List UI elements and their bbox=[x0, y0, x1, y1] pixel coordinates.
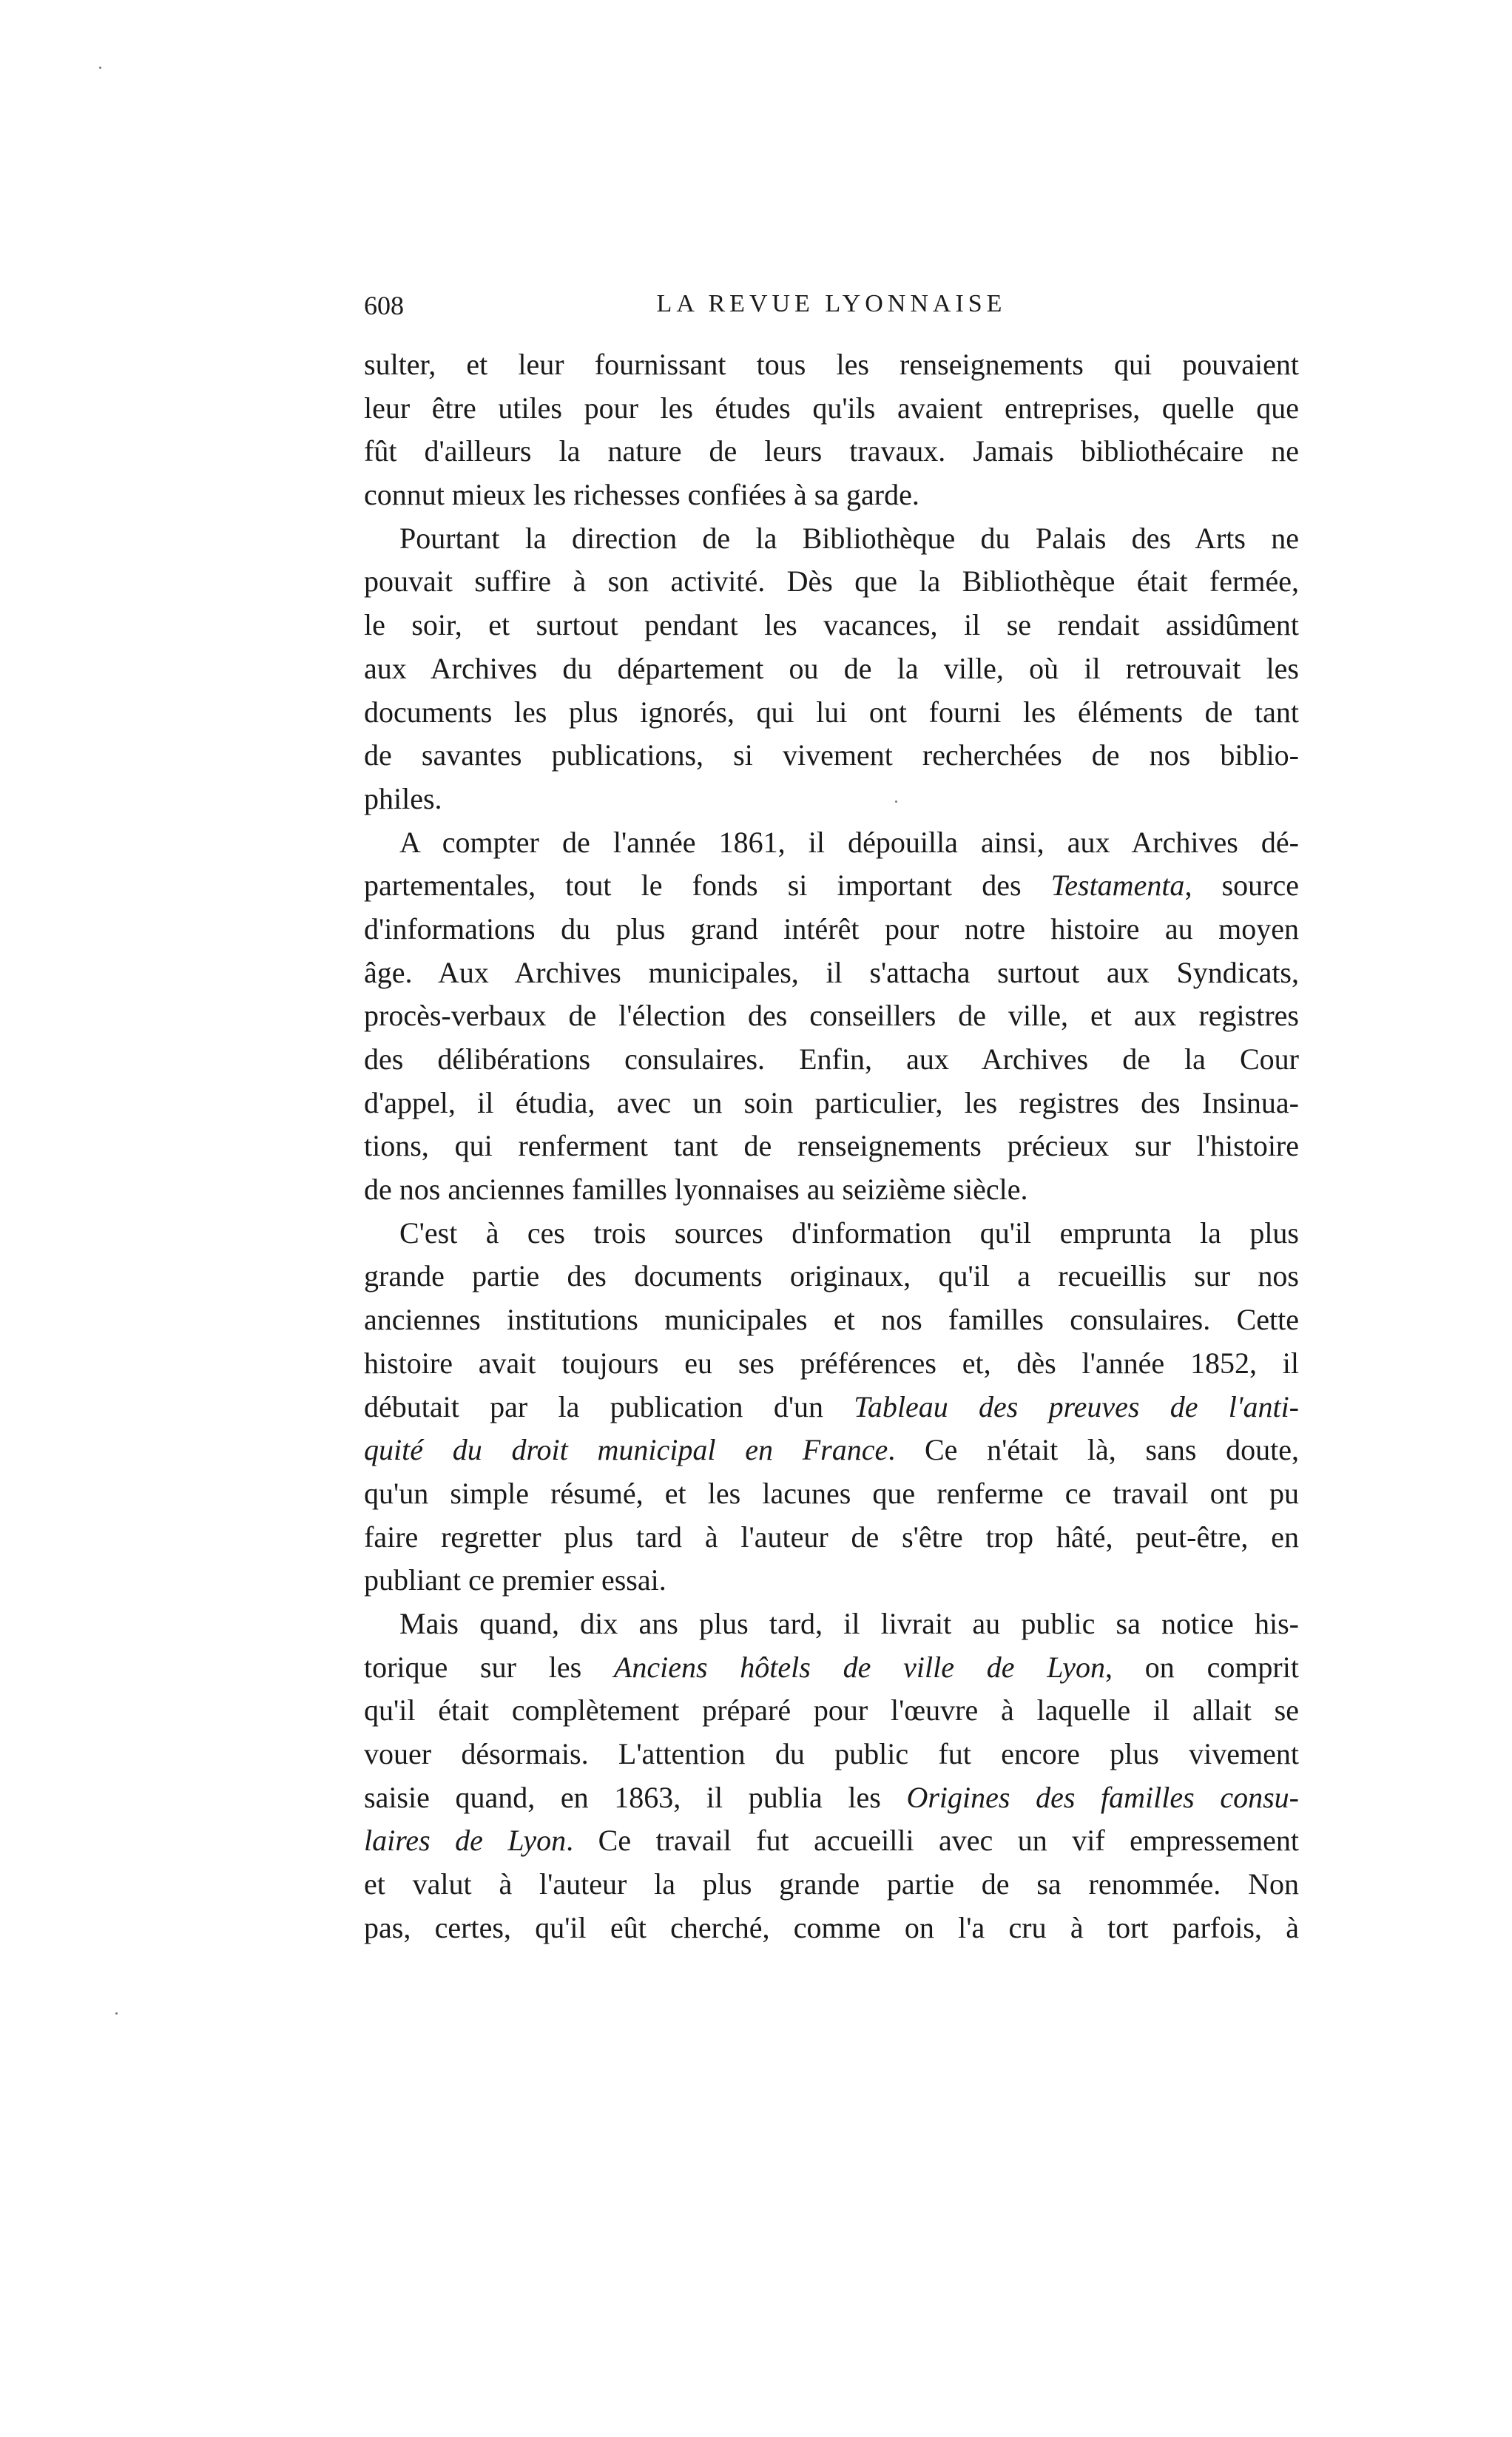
text-line: philes. bbox=[364, 781, 442, 815]
page-number: 608 bbox=[364, 291, 404, 320]
text-line: de savantes publications, si vivement recherchées de nos biblio- bbox=[364, 738, 1299, 772]
text-line: histoire avait toujours eu ses préférences et, dès l'année 1852, il bbox=[364, 1346, 1299, 1380]
text-line: saisie quand, en 1863, il publia les Origines des familles consu- bbox=[364, 1780, 1299, 1814]
italic-title: quité du droit municipal en France bbox=[364, 1433, 888, 1467]
text-line: fût d'ailleurs la nature de leurs travaux. Jamais bibliothécaire ne bbox=[364, 434, 1299, 468]
text-line: des délibérations consulaires. Enfin, aux Archives de la Cour bbox=[364, 1042, 1299, 1076]
text-line: leur être utiles pour les études qu'ils avaient entreprises, quelle que bbox=[364, 391, 1299, 425]
page-header bbox=[364, 290, 1299, 327]
text-line: pas, certes, qu'il eût cherché, comme on l'a cru à tort parfois, à bbox=[364, 1910, 1299, 1944]
text-line: C'est à ces trois sources d'information qu'il emprunta la plus bbox=[399, 1216, 1299, 1250]
text-line: laires de Lyon. Ce travail fut accueilli avec un vif empressement bbox=[364, 1824, 1299, 1858]
text-line: partementales, tout le fonds si important des Testamenta, source bbox=[364, 869, 1299, 903]
text-line: Mais quand, dix ans plus tard, il livrait au public sa notice his- bbox=[399, 1606, 1299, 1640]
text-line: aux Archives du département ou de la ville, où il retrouvait les bbox=[364, 651, 1299, 685]
text-line: faire regretter plus tard à l'auteur de s'être trop hâté, peut-être, en bbox=[364, 1520, 1299, 1554]
text-line: d'informations du plus grand intérêt pour notre histoire au moyen bbox=[364, 911, 1299, 946]
scan-speck bbox=[895, 800, 897, 803]
text-line: le soir, et surtout pendant les vacances, il se rendait assidûment bbox=[364, 608, 1299, 642]
text-line: anciennes institutions municipales et nos familles consulaires. Cette bbox=[364, 1303, 1299, 1337]
text-line: vouer désormais. L'attention du public fut encore plus vivement bbox=[364, 1737, 1299, 1770]
italic-title: Origines des familles consu- bbox=[906, 1780, 1299, 1814]
running-title: LA REVUE LYONNAISE bbox=[656, 290, 1007, 317]
text-line: torique sur les Anciens hôtels de ville de Lyon, on comprit bbox=[364, 1650, 1299, 1684]
text-line: sulter, et leur fournissant tous les renseignements qui pouvaient bbox=[364, 348, 1299, 381]
scan-speck bbox=[99, 67, 101, 69]
text-line: tions, qui renferment tant de renseignements précieux sur l'histoire bbox=[364, 1129, 1299, 1163]
italic-title: Anciens hôtels de ville de Lyon bbox=[613, 1650, 1106, 1684]
text-line: pouvait suffire à son activité. Dès que la Bibliothèque était fermée, bbox=[364, 564, 1299, 599]
text-line: débutait par la publication d'un Tableau des preuves de l'anti- bbox=[364, 1389, 1299, 1423]
text-line: connut mieux les richesses confiées à sa garde. bbox=[364, 478, 919, 512]
text-line: A compter de l'année 1861, il dépouilla ainsi, aux Archives dé- bbox=[399, 825, 1299, 859]
italic-title: Testamenta bbox=[1050, 869, 1185, 903]
italic-title: laires de Lyon bbox=[364, 1824, 567, 1858]
text-line: documents les plus ignorés, qui lui ont fourni les éléments de tant bbox=[364, 695, 1299, 729]
text-line: qu'un simple résumé, et les lacunes que renferme ce travail ont pu bbox=[364, 1476, 1299, 1510]
italic-title: Tableau des preuves de l'anti- bbox=[854, 1389, 1299, 1423]
text-line: d'appel, il étudia, avec un soin particulier, les registres des Insinua- bbox=[364, 1085, 1299, 1119]
text-line: et valut à l'auteur la plus grande partie de sa renommée. Non bbox=[364, 1867, 1299, 1901]
body-text bbox=[364, 343, 1299, 1949]
text-line: qu'il était complètement préparé pour l'œuvre à laquelle il allait se bbox=[364, 1693, 1299, 1728]
text-line: âge. Aux Archives municipales, il s'attacha surtout aux Syndicats, bbox=[364, 955, 1299, 989]
text-line: Pourtant la direction de la Bibliothèque du Palais des Arts ne bbox=[399, 521, 1299, 555]
text-line: publiant ce premier essai. bbox=[364, 1563, 666, 1597]
scan-speck bbox=[115, 2012, 118, 2015]
text-line: quité du droit municipal en France. Ce n'était là, sans doute, bbox=[364, 1433, 1299, 1467]
text-line: de nos anciennes familles lyonnaises au seizième siècle. bbox=[364, 1173, 1028, 1207]
text-line: procès-verbaux de l'élection des conseillers de ville, et aux registres bbox=[364, 999, 1299, 1033]
text-line: grande partie des documents originaux, qu'il a recueillis sur nos bbox=[364, 1259, 1299, 1293]
